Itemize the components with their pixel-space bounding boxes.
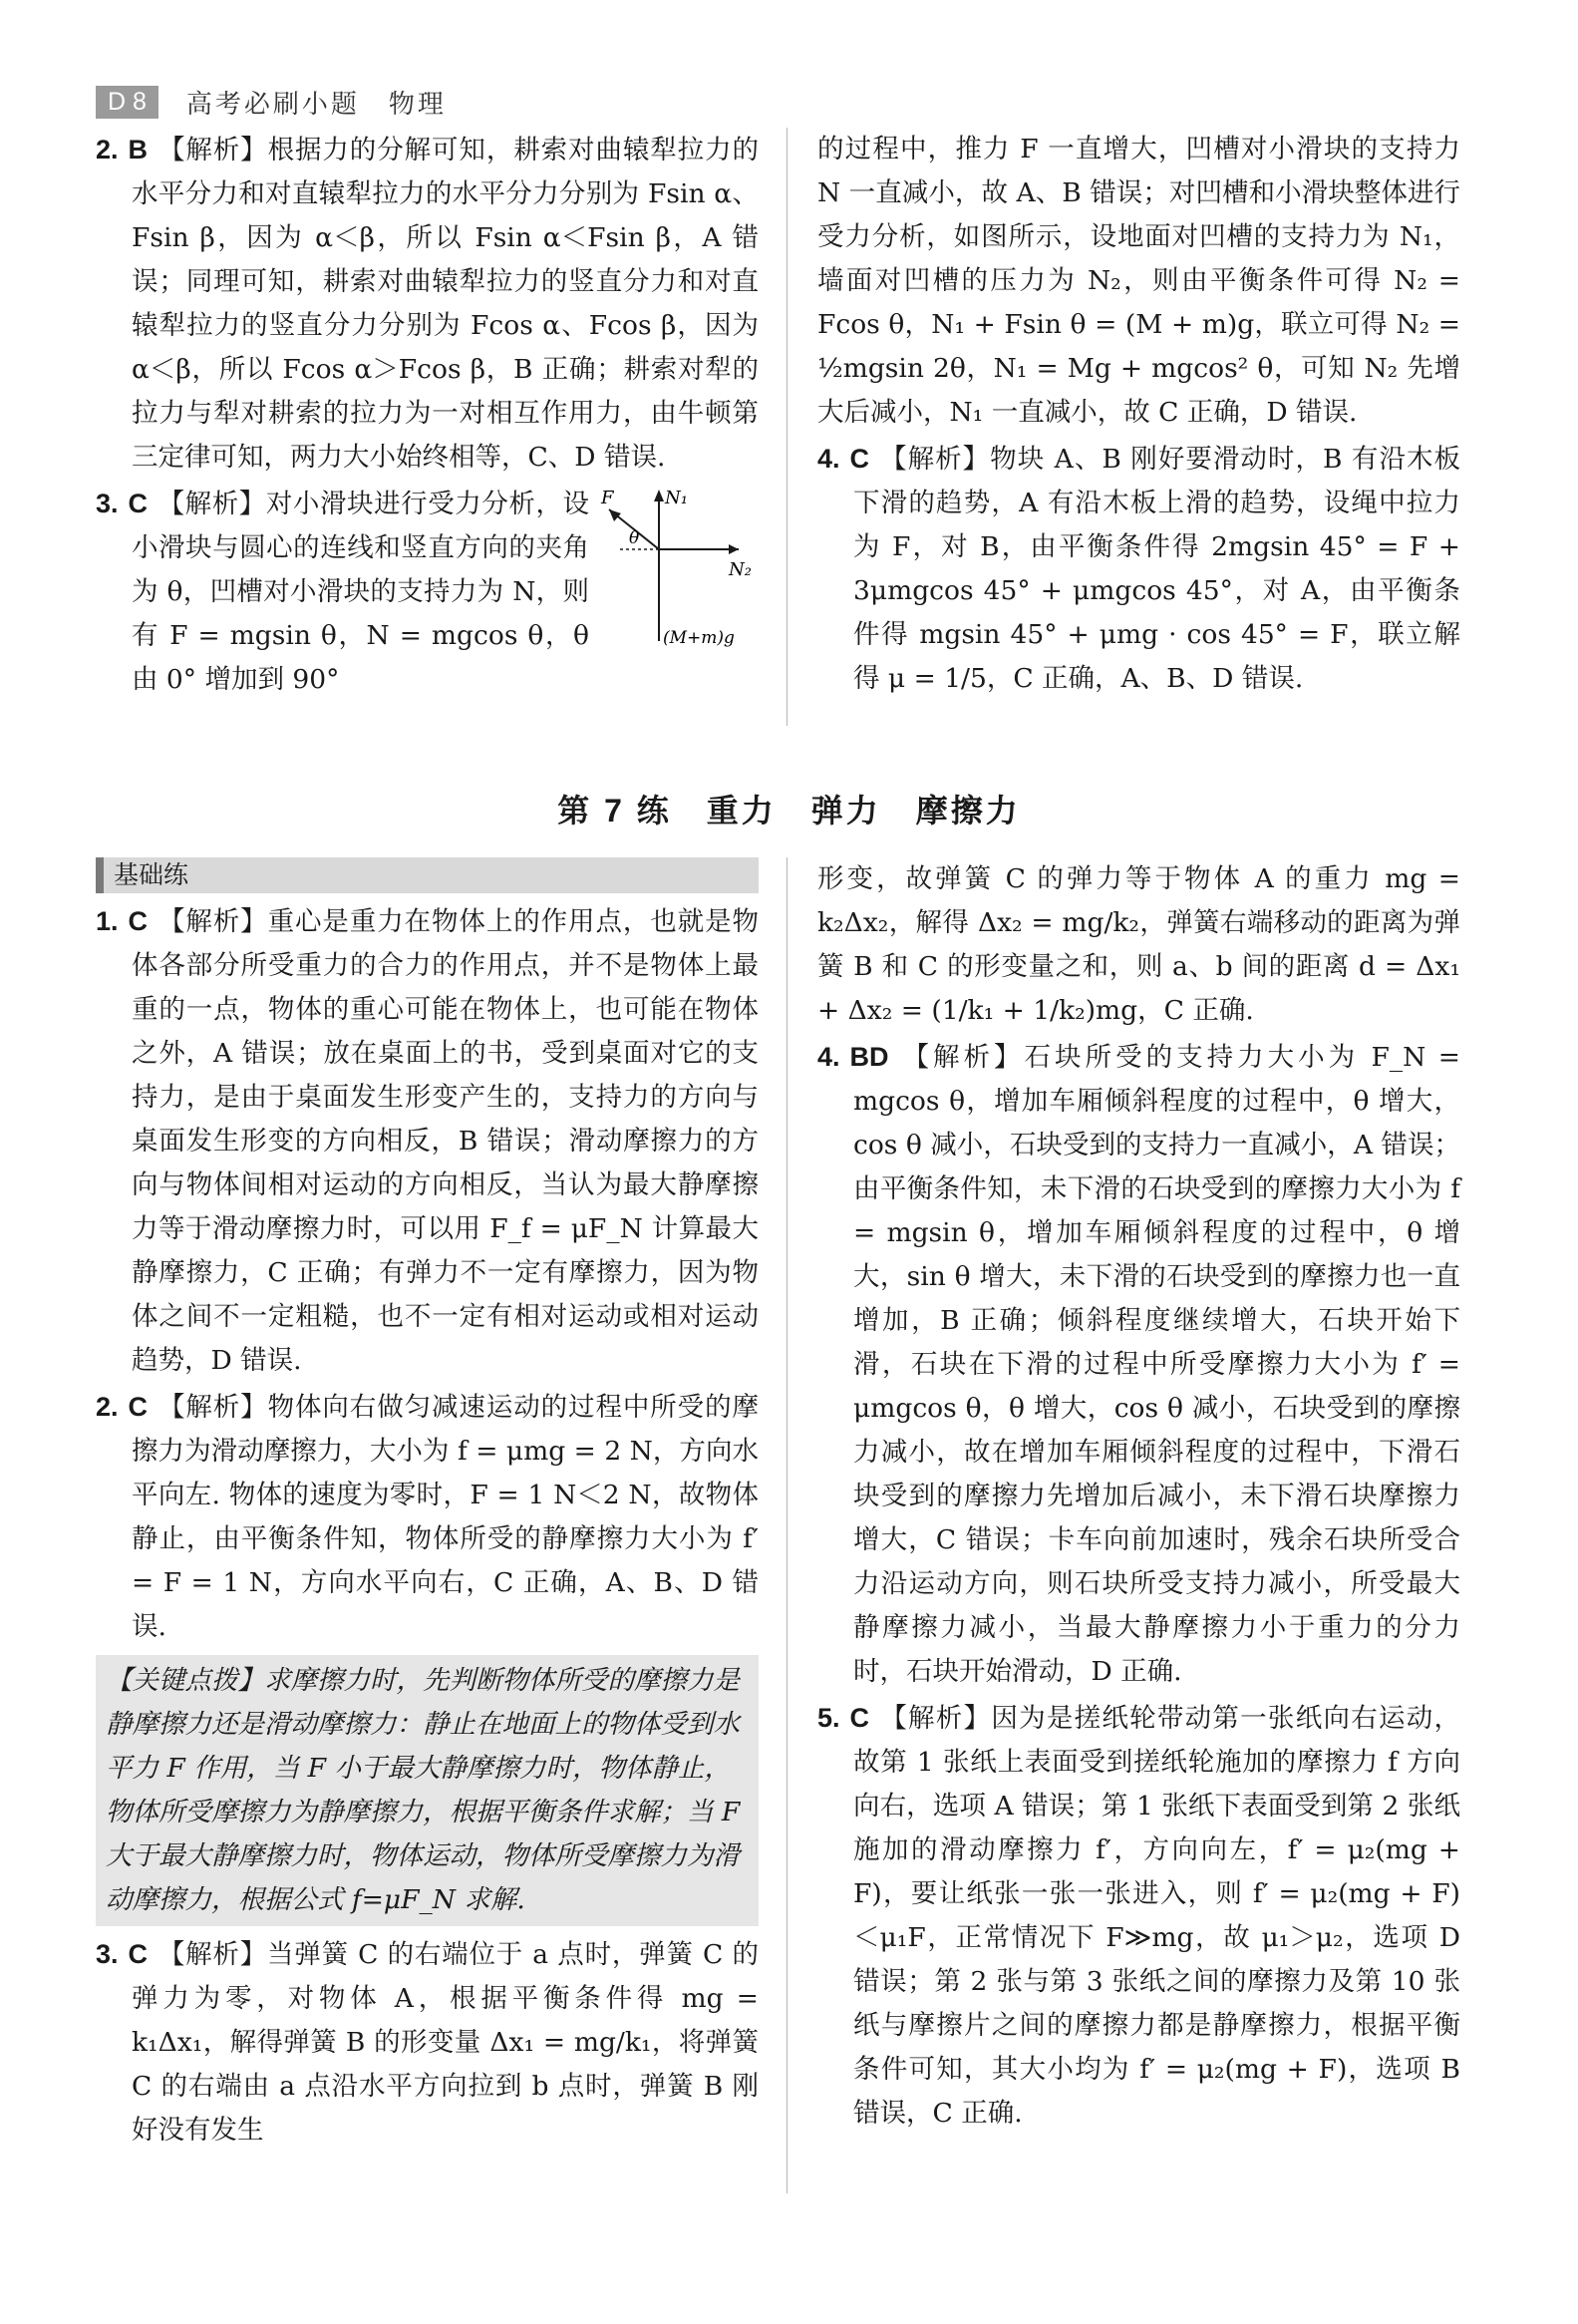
answer-item: [817, 1035, 1460, 1694]
item-text: 【解析】当弹簧 C 的右端位于 a 点时，弹簧 C 的弹力为零，对物体 A，根据平衡条件得 mg = k₁Δx₁，解得弹簧 B 的形变量 Δx₁ = mg/k₁，将弹簧 C 的右端由 a 点沿水平方向拉到 b 点时，弹簧 B 刚好没有发生: [132, 1939, 759, 2146]
answer-item: [96, 128, 759, 480]
item-number: 4.: [817, 1042, 840, 1072]
book-title: 高考必刷小题 物理: [185, 89, 447, 120]
column-divider-bottom: [787, 857, 788, 2193]
item-number: 2.: [96, 135, 119, 165]
section-title: 第 7 练 重力 弹力 摩擦力: [557, 793, 1021, 829]
item-text: 【解析】因为是搓纸轮带动第一张纸向右运动，故第 1 张纸上表面受到搓纸轮施加的摩擦力 f 方向向右，选项 A 错误；第 1 张纸下表面受到第 2 张纸施加的滑动摩擦力 f′，方向向左，f′ = μ₂(mg + F)，要让纸张一张一张进入，则 f′ = μ₂(mg + F)＜μ₁F，正常情况下 F≫mg，故 μ₁＞μ₂，选项 D 错误；第 2 张与第 3 张纸之间的摩擦力及第 10 张纸与摩擦片之间的摩擦力都是静摩擦力，根据平衡条件可知，其大小均为 f′ = μ₂(mg + F)，选项 B 错误，C 正确.: [853, 1703, 1460, 2129]
item-number: 3.: [96, 489, 119, 518]
answer-continuation: [817, 857, 1460, 1033]
item-number: 5.: [817, 1703, 840, 1733]
label-theta: θ: [629, 528, 640, 548]
label-N2: N₂: [729, 559, 752, 580]
answer-item: [96, 1385, 759, 1649]
item-answer: C: [849, 1703, 870, 1733]
item-number: 2.: [96, 1392, 119, 1422]
item-text: 形变，故弹簧 C 的弹力等于物体 A 的重力 mg = k₂Δx₂，解得 Δx₂ = mg/k₂，弹簧右端移动的距离为弹簧 B 和 C 的形变量之和，则 a、b 间的距离 d = Δx₁ + Δx₂ = (1/k₁ + 1/k₂)mg，C 正确.: [817, 863, 1460, 1026]
item-text: 的过程中，推力 F 一直增大，凹槽对小滑块的支持力 N 一直减小，故 A、B 错误；对凹槽和小滑块整体进行受力分析，如图所示，设地面对凹槽的支持力为 N₁，墙面对凹槽的压力为 N₂，则由平衡条件可得 N₂ = Fcos θ，N₁ + Fsin θ = (M + m)g，联立可得 N₂ = ½mgsin 2θ，N₁ = Mg + mgcos² θ，可知 N₂ 先增大后减小，N₁ 一直减小，故 C 正确，D 错误.: [817, 134, 1460, 428]
answer-item: [817, 437, 1460, 701]
label-weight: (M+m)g: [663, 628, 735, 648]
answer-item: [817, 1696, 1460, 2136]
answer-item: [96, 482, 759, 702]
item-answer: B: [128, 135, 149, 165]
answer-continuation: [817, 128, 1460, 435]
item-number: 3.: [96, 1939, 119, 1969]
label-F: F: [601, 488, 614, 508]
item-number: 1.: [96, 906, 119, 936]
item-text: 【解析】石块所受的支持力大小为 F_N = mgcos θ，增加车厢倾斜程度的过程中，θ 增大，cos θ 减小，石块受到的支持力一直减小，A 错误；由平衡条件知，未下滑的石块受到的摩擦力大小为 f = mgsin θ，增加车厢倾斜程度的过程中，θ 增大，sin θ 增大，未下滑的石块受到的摩擦力也一直增加，B 正确；倾斜程度继续增大，石块开始下滑，石块在下滑的过程中所受摩擦力大小为 f′ = μmgcos θ，θ 增大，cos θ 减小，石块受到的摩擦力减小，故在增加车厢倾斜程度的过程中，下滑石块受到的摩擦力先增加后减小，未下滑石块摩擦力增大，C 错误；卡车向前加速时，残余石块所受合力沿运动方向，则石块所受支持力减小，所受最大静摩擦力减小，当最大静摩擦力小于重力的分力时，石块开始滑动，D 正确.: [853, 1042, 1460, 1687]
item-answer: C: [128, 1392, 149, 1422]
item-answer: C: [849, 444, 870, 474]
item-answer: BD: [849, 1042, 889, 1072]
label-N1: N₁: [665, 488, 688, 508]
item-text: 【解析】物块 A、B 刚好要滑动时，B 有沿木板下滑的趋势，A 有沿木板上滑的趋势，设绳中拉力为 F，对 B，由平衡条件得 2mgsin 45° = F + 3μmgcos 45° + μmgcos 45°，对 A，由平衡条件得 mgsin 45° + μmg · cos 45° = F，联立解得 μ = 1/5，C 正确，A、B、D 错误.: [853, 444, 1460, 694]
page-header: [96, 82, 447, 122]
item-number: 4.: [817, 444, 840, 474]
top-right-column: [817, 128, 1460, 703]
item-text: 【解析】根据力的分解可知，耕索对曲辕犁拉力的水平分力和对直辕犁拉力的水平分力分别为 Fsin α、Fsin β，因为 α＜β，所以 Fsin α＜Fsin β，A 错误；同理可知，耕索对曲辕犁拉力的竖直分力和对直辕犁拉力的竖直分力分别为 Fcos α、Fcos β，因为 α＜β，所以 Fcos α＞Fcos β，B 正确；耕索对犁的拉力与犁对耕索的拉力为一对相互作用力，由牛顿第三定律可知，两力大小始终相等，C、D 错误.: [132, 135, 759, 473]
answer-item: [96, 899, 759, 1383]
item-text: 【解析】对小滑块进行受力分析，设小滑块与圆心的连线和竖直方向的夹角为 θ，凹槽对小滑块的支持力为 N，则有 F = mgsin θ，N = mgcos θ，θ 由 0° 增加到 90°: [132, 489, 589, 695]
top-left-column: [96, 128, 759, 704]
page-number: D 8: [96, 86, 158, 119]
item-answer: C: [128, 906, 149, 936]
bottom-right-column: [817, 857, 1460, 2138]
basic-practice-label: 基础练: [96, 857, 759, 893]
column-divider-top: [787, 128, 788, 726]
answer-item: [96, 1932, 759, 2153]
bottom-left-column: [96, 857, 759, 2155]
force-diagram: [599, 482, 759, 651]
item-text: 【解析】物体向右做匀减速运动的过程中所受的摩擦力为滑动摩擦力，大小为 f = μmg = 2 N，方向水平向左. 物体的速度为零时，F = 1 N＜2 N，故物体静止，由平衡条件知，物体所受的静摩擦力大小为 f′ = F = 1 N，方向水平向右，C 正确，A、B、D 错误.: [132, 1392, 759, 1642]
item-answer: C: [128, 1939, 149, 1969]
key-tip-box: 【关键点拨】求摩擦力时，先判断物体所受的摩擦力是静摩擦力还是滑动摩擦力：静止在地面上的物体受到水平力 F 作用，当 F 小于最大静摩擦力时，物体静止，物体所受摩擦力为静摩擦力，根据平衡条件求解；当 F 大于最大静摩擦力时，物体运动，物体所受摩擦力为滑动摩擦力，根据公式 f=μF_N 求解.: [96, 1655, 759, 1926]
item-text: 【解析】重心是重力在物体上的作用点，也就是物体各部分所受重力的合力的作用点，并不是物体上最重的一点，物体的重心可能在物体上，也可能在物体之外，A 错误；放在桌面上的书，受到桌面对它的支持力，是由于桌面发生形变产生的，支持力的方向与桌面发生形变的方向相反，B 错误；滑动摩擦力的方向与物体间相对运动的方向相反，当认为最大静摩擦力等于滑动摩擦力时，可以用 F_f = μF_N 计算最大静摩擦力，C 正确；有弹力不一定有摩擦力，因为物体之间不一定粗糙，也不一定有相对运动或相对运动趋势，D 错误.: [132, 906, 759, 1376]
item-answer: C: [128, 489, 149, 518]
